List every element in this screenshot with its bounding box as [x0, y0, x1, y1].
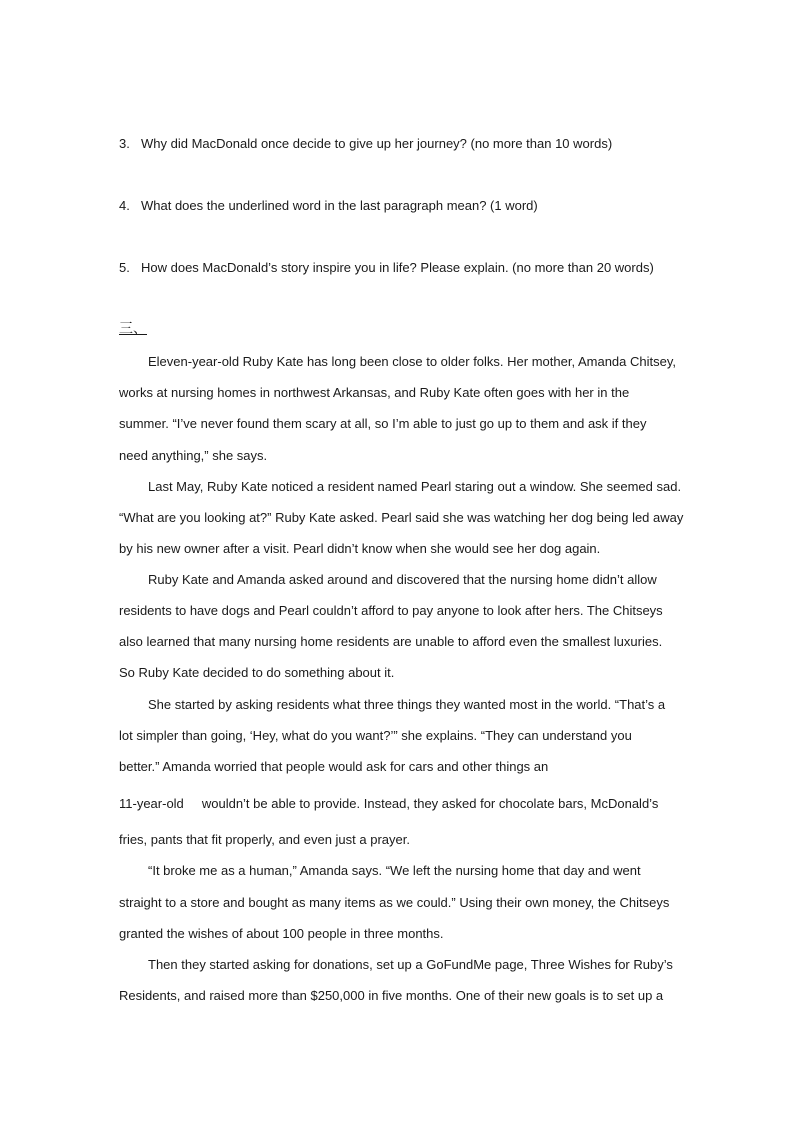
passage-line: Last May, Ruby Kate noticed a resident named Pearl staring out a window. She seemed sad. [148, 479, 682, 494]
passage-line: works at nursing homes in northwest Arkansas, and Ruby Kate often goes with her in the [119, 385, 630, 400]
passage-line: straight to a store and bought as many items as we could.” Using their own money, the Chitseys [119, 895, 670, 910]
passage-line: also learned that many nursing home residents are unable to afford even the smallest luxuries. [119, 634, 663, 649]
question-text: What does the underlined word in the last paragraph mean? (1 word) [141, 198, 538, 213]
question-number: 5. [119, 260, 130, 275]
passage-line: summer. “I’ve never found them scary at all, so I’m able to just go up to them and ask if they [119, 416, 647, 431]
passage-line: So Ruby Kate decided to do something about it. [119, 665, 395, 680]
passage-line: 11-year-old wouldn’t be able to provide. Instead, they asked for chocolate bars, McDonald’s [119, 796, 659, 811]
passage-line: She started by asking residents what three things they wanted most in the world. “That’s a [148, 697, 666, 712]
passage-line: by his new owner after a visit. Pearl didn’t know when she would see her dog again. [119, 541, 601, 556]
passage-line: Eleven-year-old Ruby Kate has long been close to older folks. Her mother, Amanda Chitsey, [148, 354, 676, 369]
passage-line: “What are you looking at?” Ruby Kate asked. Pearl said she was watching her dog being led away [119, 510, 684, 525]
question-3 [119, 136, 612, 152]
question-5 [119, 260, 654, 276]
passage-line: need anything,” she says. [119, 448, 268, 463]
question-number: 3. [119, 136, 130, 151]
passage-line: residents to have dogs and Pearl couldn’t afford to pay anyone to look after hers. The Chitseys [119, 603, 663, 618]
passage-line: Residents, and raised more than $250,000 in five months. One of their new goals is to set up a [119, 988, 664, 1003]
passage-line: Then they started asking for donations, set up a GoFundMe page, Three Wishes for Ruby’s [148, 957, 673, 972]
passage-line: Ruby Kate and Amanda asked around and discovered that the nursing home didn’t allow [148, 572, 657, 587]
passage-line: better.” Amanda worried that people would ask for cars and other things an [119, 759, 549, 774]
passage-line: lot simpler than going, ‘Hey, what do you want?’” she explains. “They can understand you [119, 728, 632, 743]
question-4 [119, 198, 538, 214]
question-number: 4. [119, 198, 130, 213]
passage-line: fries, pants that fit properly, and even just a prayer. [119, 832, 410, 847]
passage-line: granted the wishes of about 100 people in three months. [119, 926, 444, 941]
question-text: How does MacDonald’s story inspire you in life? Please explain. (no more than 20 words) [141, 260, 654, 275]
section-heading: 三、 [119, 321, 147, 337]
passage-line: “It broke me as a human,” Amanda says. “We left the nursing home that day and went [148, 863, 641, 878]
question-text: Why did MacDonald once decide to give up her journey? (no more than 10 words) [141, 136, 613, 151]
